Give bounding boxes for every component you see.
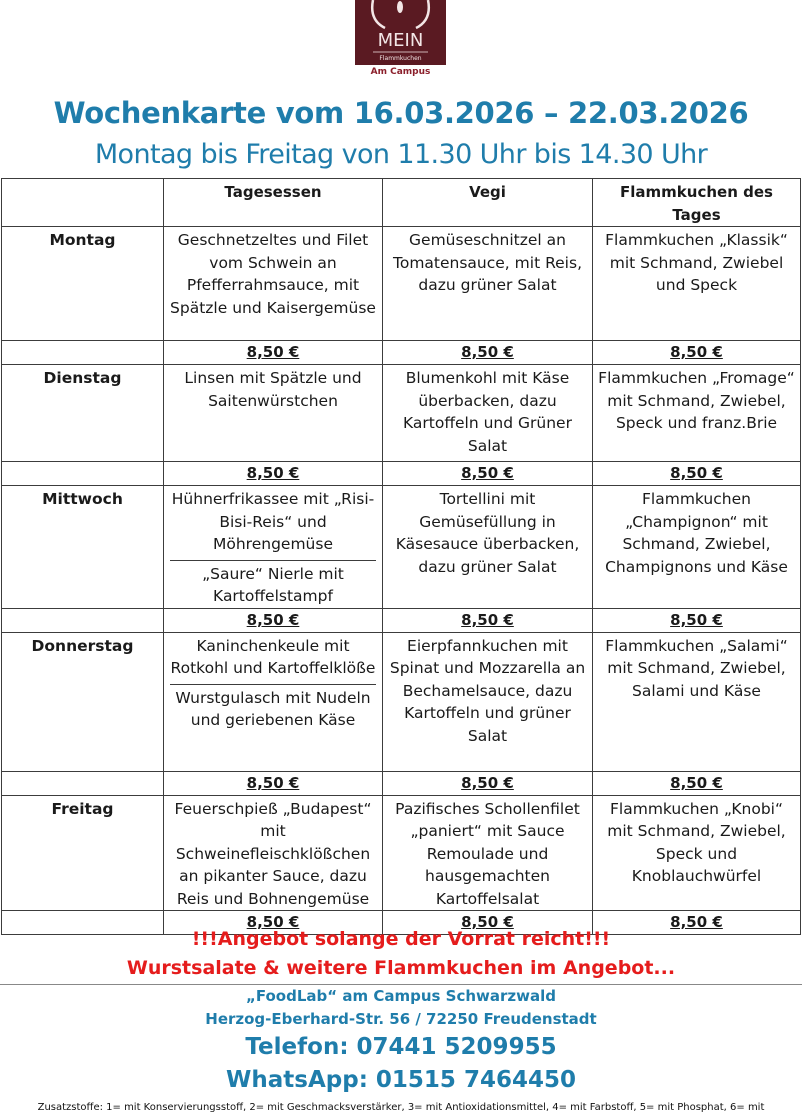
vegi-cell: Gemüseschnitzel an Tomatensauce, mit Reis, dazu grüner Salat bbox=[383, 227, 593, 341]
price-row bbox=[2, 608, 801, 632]
tagesessen-cell bbox=[164, 227, 383, 341]
price-row bbox=[2, 341, 801, 365]
dish-text-alt: Wurstgulasch mit Nudeln und geriebenen Käse bbox=[170, 684, 376, 732]
price-flammkuchen: 8,50 € bbox=[670, 773, 723, 792]
venue-address: Herzog-Eberhard-Str. 56 / 72250 Freudenstadt bbox=[205, 1010, 597, 1028]
price-vegi: 8,50 € bbox=[461, 464, 514, 482]
price-cell bbox=[383, 608, 593, 632]
price-cell bbox=[164, 771, 383, 795]
table-row bbox=[2, 227, 801, 341]
flammkuchen-cell: Flammkuchen „Champignon“ mit Schmand, Zwiebel, Champignons und Käse bbox=[593, 486, 801, 609]
offer-notice: !!!Angebot solange der Vorrat reicht!!! bbox=[191, 928, 611, 950]
table-row bbox=[2, 365, 801, 462]
price-cell bbox=[164, 341, 383, 365]
price-row bbox=[2, 771, 801, 795]
opening-hours: Montag bis Freitag von 11.30 Uhr bis 14.30 Uhr bbox=[94, 139, 708, 170]
logo bbox=[355, 0, 446, 65]
price-flammkuchen: 8,50 € bbox=[670, 913, 723, 931]
price-cell bbox=[593, 341, 801, 365]
price-tagesessen: 8,50 € bbox=[246, 773, 300, 792]
price-tagesessen: 8,50 € bbox=[246, 610, 300, 629]
price-cell bbox=[593, 608, 801, 632]
dish-text-alt: „Saure“ Nierle mit Kartoffelstampf bbox=[170, 560, 376, 608]
divider bbox=[0, 984, 802, 985]
page-title: Wochenkarte vom 16.03.2026 – 22.03.2026 bbox=[53, 96, 749, 130]
flammkuchen-cell: Flammkuchen „Knobi“ mit Schmand, Zwiebel, Speck und Knoblauchwürfel bbox=[593, 795, 801, 911]
vegi-cell: Blumenkohl mit Käse überbacken, dazu Kartoffeln und Grüner Salat bbox=[383, 365, 593, 462]
table-header-row bbox=[2, 179, 801, 227]
whatsapp-number: WhatsApp: 01515 7464450 bbox=[226, 1067, 576, 1093]
dish-text: Kaninchenkeule mit Rotkohl und Kartoffelklöße bbox=[170, 636, 376, 677]
price-tagesessen: 8,50 € bbox=[246, 464, 300, 482]
logo-brand-text: MEIN bbox=[377, 30, 424, 51]
table-row bbox=[2, 795, 801, 911]
price-cell bbox=[164, 462, 383, 486]
price-cell bbox=[383, 341, 593, 365]
dish-text: Feuerschpieß „Budapest“ mit Schweinefleischklößchen an pikanter Sauce, dazu Reis und Bohnengemüse bbox=[174, 799, 372, 908]
logo-graphic bbox=[355, 0, 446, 65]
price-row bbox=[2, 462, 801, 486]
dish-text: Geschnetzeltes und Filet vom Schwein an Pfefferrahmsauce, mit Spätzle und Kaisergemüse bbox=[170, 231, 376, 317]
offer-extra: Wurstsalate & weitere Flammkuchen im Angebot... bbox=[126, 957, 676, 979]
logo-tagline-text: Flammkuchen bbox=[379, 55, 422, 62]
tagesessen-cell bbox=[164, 632, 383, 771]
price-flammkuchen: 8,50 € bbox=[670, 343, 723, 361]
tagesessen-cell bbox=[164, 365, 383, 462]
dish-text: Hühnerfrikassee mit „Risi-Bisi-Reis“ und Möhrengemüse bbox=[171, 490, 375, 553]
header-flammkuchen: Flammkuchen des Tages bbox=[593, 179, 801, 227]
header-tagesessen: Tagesessen bbox=[164, 179, 383, 227]
tagesessen-cell bbox=[164, 486, 383, 609]
day-label: Mittwoch bbox=[2, 486, 164, 609]
header-day-cell bbox=[2, 179, 164, 227]
flammkuchen-cell: Flammkuchen „Klassik“ mit Schmand, Zwiebel und Speck bbox=[593, 227, 801, 341]
venue-name: „FoodLab“ am Campus Schwarzwald bbox=[246, 987, 556, 1005]
vegi-cell: Pazifisches Schollenfilet „paniert“ mit Sauce Remoulade und hausgemachten Kartoffelsalat bbox=[383, 795, 593, 911]
logo-location-label: Am Campus bbox=[370, 67, 431, 77]
price-vegi: 8,50 € bbox=[461, 343, 514, 361]
phone-number: Telefon: 07441 5209955 bbox=[245, 1034, 557, 1060]
table-row bbox=[2, 486, 801, 609]
price-tagesessen: 8,50 € bbox=[246, 343, 300, 361]
day-label: Donnerstag bbox=[2, 632, 164, 771]
price-tagesessen: 8,50 € bbox=[246, 913, 300, 931]
table-row bbox=[2, 632, 801, 771]
vegi-cell: Tortellini mit Gemüsefüllung in Käsesauce überbacken, dazu grüner Salat bbox=[383, 486, 593, 609]
price-flammkuchen: 8,50 € bbox=[670, 610, 723, 629]
day-label: Montag bbox=[2, 227, 164, 341]
additives-note: Zusatzstoffe: 1= mit Konservierungsstoff, 2= mit Geschmacksverstärker, 3= mit Antioxidationsmittel, 4= mit Farbstoff, 5= mit Phosphat, 6= mit bbox=[37, 1102, 765, 1113]
price-vegi: 8,50 € bbox=[461, 773, 514, 792]
vegi-cell: Eierpfannkuchen mit Spinat und Mozzarella an Bechamelsauce, dazu Kartoffeln und grüner Salat bbox=[383, 632, 593, 771]
price-vegi: 8,50 € bbox=[461, 610, 514, 629]
price-cell bbox=[164, 608, 383, 632]
price-cell bbox=[383, 771, 593, 795]
price-cell bbox=[383, 462, 593, 486]
day-label: Freitag bbox=[2, 795, 164, 911]
flammkuchen-cell: Flammkuchen „Fromage“ mit Schmand, Zwiebel, Speck und franz.Brie bbox=[593, 365, 801, 462]
day-label: Dienstag bbox=[2, 365, 164, 462]
dish-text: Linsen mit Spätzle und Saitenwürstchen bbox=[184, 369, 362, 410]
tagesessen-cell bbox=[164, 795, 383, 911]
header-vegi: Vegi bbox=[383, 179, 593, 227]
weekly-menu-table bbox=[1, 178, 801, 935]
price-cell bbox=[593, 462, 801, 486]
flammkuchen-cell: Flammkuchen „Salami“ mit Schmand, Zwiebel, Salami und Käse bbox=[593, 632, 801, 771]
price-vegi: 8,50 € bbox=[461, 913, 514, 931]
price-cell bbox=[593, 771, 801, 795]
price-flammkuchen: 8,50 € bbox=[670, 464, 723, 482]
